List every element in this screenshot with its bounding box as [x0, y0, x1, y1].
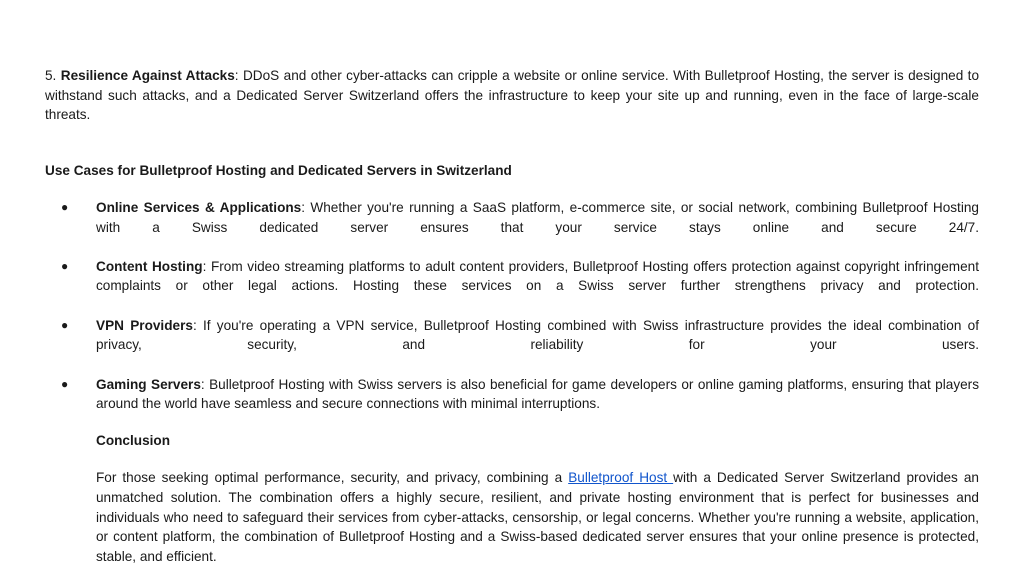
list-item-gaming-servers [45, 375, 979, 414]
bullet-icon: ● [61, 258, 69, 273]
section-heading: Use Cases for Bulletproof Hosting and Dedicated Servers in Switzerland [45, 163, 512, 179]
bullet-term: Online Services & Applications [96, 199, 302, 215]
bullet-text: : Whether you're running a SaaS platform, e-commerce site, or social network, combining Bulletproof Hosting with a Swiss dedicated server ensures that your service stays online and secure 24/7. [96, 199, 979, 235]
list-item-vpn-providers [45, 316, 979, 355]
item-number: 5. [45, 68, 57, 83]
resilience-term: Resilience Against Attacks [60, 68, 235, 83]
conclusion-text-after: with a Dedicated Server Switzerland provides an unmatched solution. The combination offers a highly secure, resilient, and private hosting environment that is perfect for businesses and individuals who need to safeguard their services from cyber-attacks, censorship, or legal concerns. Whether you're running a website, application, or content platform, the combination of Bulletproof Hosting and a Swiss-based dedicated server ensures that your online presence is protected, stable, and efficient. [96, 470, 979, 564]
resilience-text: : DDoS and other cyber-attacks can cripple a website or online service. With Bulletproof Hosting, the server is designed to withstand such attacks, and a Dedicated Server Switzerland offers the infrastructure to keep your site up and running, even in the face of large-scale threats. [45, 68, 979, 123]
bullet-text: : If you're operating a VPN service, Bulletproof Hosting combined with Swiss infrastructure provides the ideal combination of privacy, security, and reliability for your users. [96, 317, 979, 353]
use-case-list [45, 198, 979, 414]
conclusion-section [45, 431, 979, 566]
bullet-text: : Bulletproof Hosting with Swiss servers is also beneficial for game developers or online gaming platforms, ensuring that players around the world have seamless and secure connections with minimal interruptions. [96, 376, 980, 412]
bullet-term: VPN Providers [96, 317, 193, 333]
bullet-term: Gaming Servers [96, 376, 201, 392]
bullet-text: : From video streaming platforms to adult content providers, Bulletproof Hosting offers protection against copyright infringement complaints or other legal actions. Hosting these services on a Swiss server further strengthens privacy and protection. [96, 258, 979, 294]
bullet-icon: ● [61, 199, 69, 214]
bullet-term: Content Hosting [96, 258, 203, 274]
conclusion-title: Conclusion [96, 433, 171, 449]
bullet-icon: ● [61, 317, 69, 332]
document-page [45, 66, 979, 567]
bulletproof-host-link[interactable]: Bulletproof Host [568, 470, 674, 486]
list-item-online-services [45, 198, 979, 237]
list-item-content-hosting [45, 257, 979, 296]
conclusion-text-before: For those seeking optimal performance, security, and privacy, combining a [96, 470, 569, 486]
resilience-paragraph [45, 66, 979, 125]
conclusion-paragraph [96, 468, 979, 567]
bullet-icon: ● [61, 376, 69, 391]
